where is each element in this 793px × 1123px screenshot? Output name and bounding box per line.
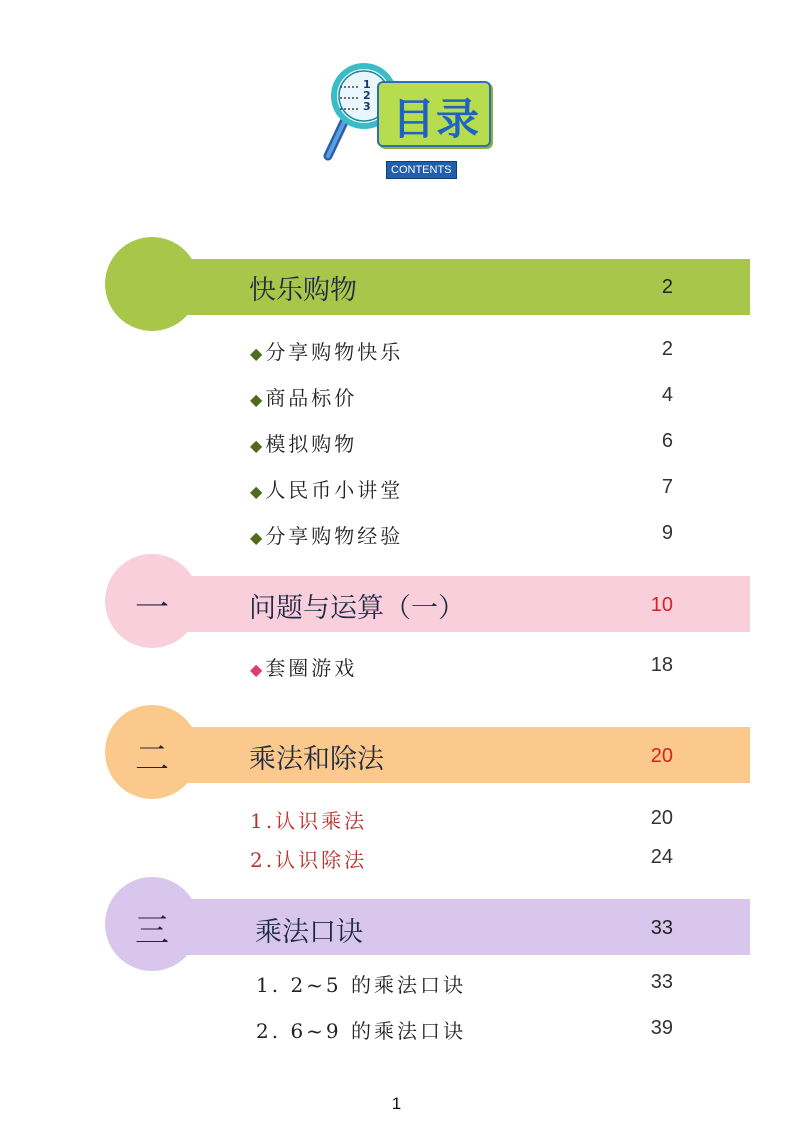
diamond-bullet-icon: ◆ <box>250 482 263 501</box>
item-page: 6 <box>661 430 673 452</box>
item-page: 2 <box>661 338 673 360</box>
section-title[interactable]: 问题与运算（一） <box>249 593 465 624</box>
item-page: 20 <box>650 807 673 829</box>
list-item[interactable]: ◆ 分享购物经验 <box>250 524 404 548</box>
list-item[interactable]: 2.认识除法 <box>250 848 368 872</box>
item-page: 9 <box>661 522 673 544</box>
section-page: 33 <box>650 917 673 939</box>
section-title[interactable]: 快乐购物 <box>249 275 357 306</box>
list-item[interactable]: 1.认识乘法 <box>250 809 368 833</box>
chapter-number: 二 <box>135 739 169 779</box>
item-page: 7 <box>661 476 673 498</box>
diamond-bullet-icon: ◆ <box>250 660 263 679</box>
section-title[interactable]: 乘法和除法 <box>249 744 384 775</box>
item-page: 18 <box>650 654 673 676</box>
section-page: 20 <box>650 745 673 767</box>
magnifier-number-2: 2 <box>363 89 371 102</box>
contents-logo <box>322 60 492 185</box>
section-band-shopping <box>130 259 750 315</box>
section-title[interactable]: 乘法口诀 <box>255 917 363 948</box>
list-item[interactable]: ◆ 商品标价 <box>250 386 358 410</box>
section-page: 10 <box>650 594 673 616</box>
list-item[interactable]: ◆ 套圈游戏 <box>250 656 358 680</box>
section-page: 2 <box>661 276 673 298</box>
list-item[interactable]: ◆ 分享购物快乐 <box>250 340 404 364</box>
list-item[interactable]: ◆ 模拟购物 <box>250 432 358 456</box>
diamond-bullet-icon: ◆ <box>250 436 263 455</box>
page-number: 1 <box>391 1094 402 1113</box>
page-subtitle: CONTENTS <box>386 161 457 179</box>
magnifier-number-1: 1 <box>363 78 371 91</box>
item-page: 39 <box>650 1017 673 1039</box>
section-circle-shopping <box>105 237 199 331</box>
list-item[interactable]: 1. 2~5 的乘法口诀 <box>256 973 467 997</box>
page-title: 目录 <box>392 95 480 145</box>
item-page: 24 <box>650 846 673 868</box>
list-item[interactable]: ◆ 人民币小讲堂 <box>250 478 404 502</box>
diamond-bullet-icon: ◆ <box>250 344 263 363</box>
chapter-number: 一 <box>135 588 169 628</box>
magnifier-number-3: 3 <box>363 100 371 113</box>
diamond-bullet-icon: ◆ <box>250 528 263 547</box>
chapter-number: 三 <box>135 911 169 951</box>
item-page: 33 <box>650 971 673 993</box>
diamond-bullet-icon: ◆ <box>250 390 263 409</box>
item-page: 4 <box>661 384 673 406</box>
list-item[interactable]: 2. 6~9 的乘法口诀 <box>256 1019 467 1043</box>
